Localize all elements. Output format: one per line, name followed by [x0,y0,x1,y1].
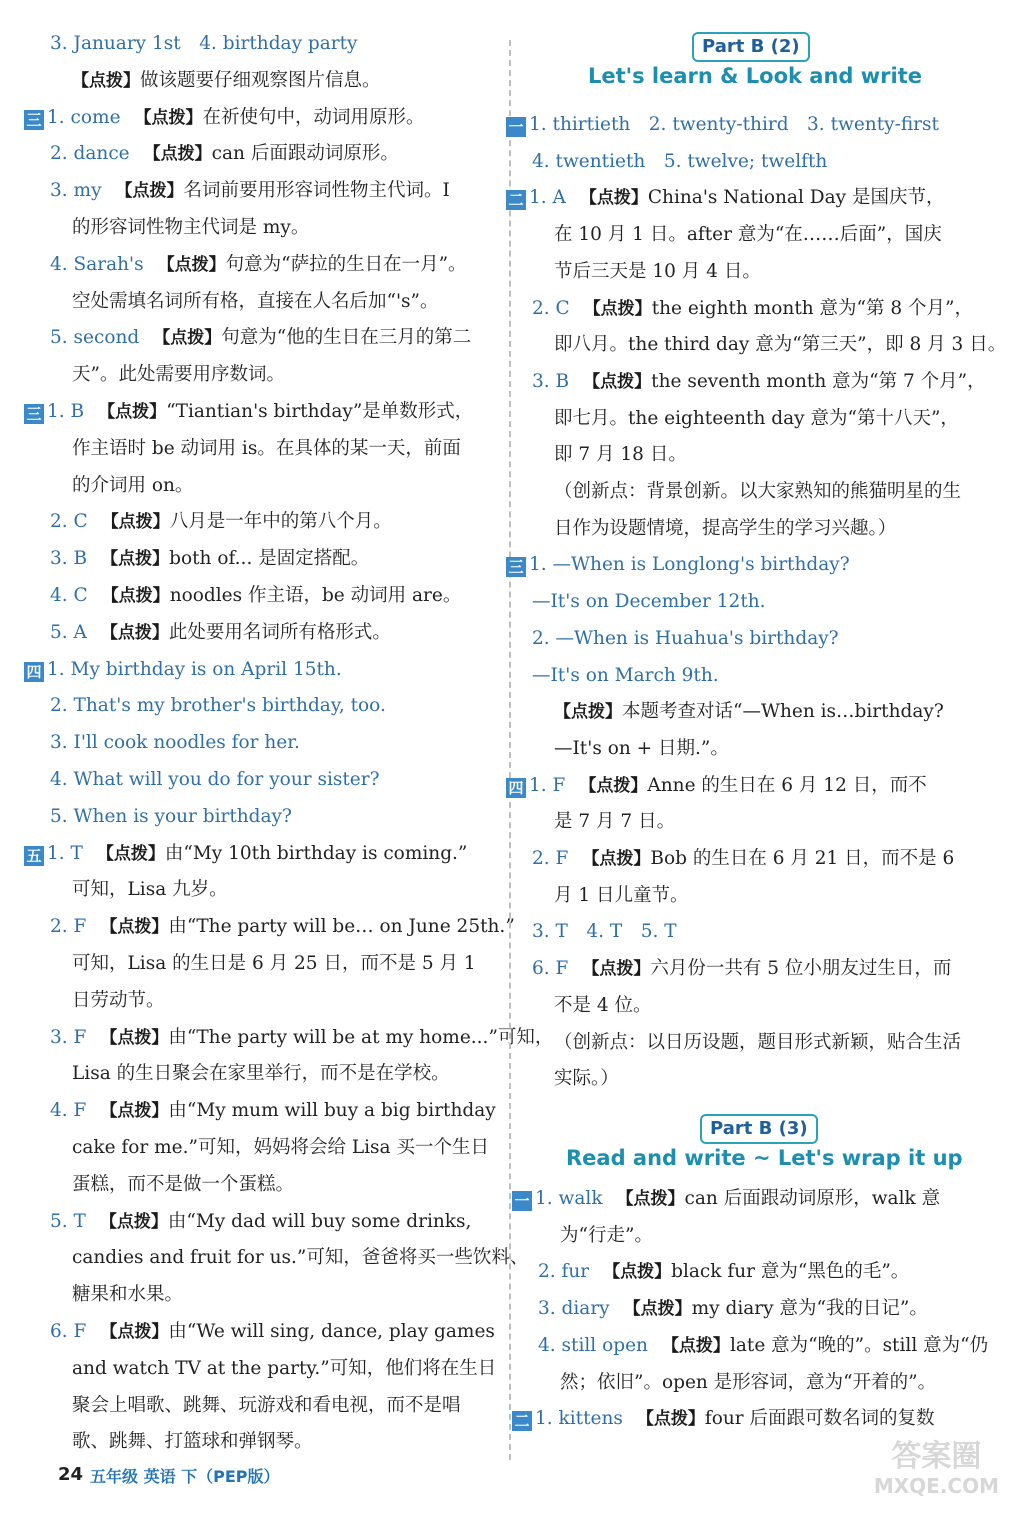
answer-line [72,289,439,315]
answer-text: 1. come [47,106,121,128]
answer-line [72,68,381,94]
explanation-text: —It's on + 日期.”。 [554,737,729,759]
answer-line [50,767,380,793]
section-marker: 四 [506,778,526,798]
answer-line [554,1066,619,1092]
answer-text: 1. F [529,774,566,796]
part-b-2-label: Part B (2) [692,32,810,62]
answer-text: 2. C [532,297,570,319]
answer-line [532,919,677,945]
explanation-text: 【点拨】the eighth month 意为“第 8 个月”， [583,297,973,319]
explanation-text: 【点拨】late 意为“晚的”。still 意为“仍 [661,1334,989,1356]
explanation-text: 【点拨】此处要用名词所有格形式。 [100,621,391,643]
book-title: 五年级 英语 下（PEP版） [90,1467,280,1486]
explanation-text: 天”。此处需要用序数词。 [72,364,285,386]
answer-line [72,1135,489,1161]
hint-tag: 【点拨】 [554,702,622,723]
answer-line [538,1333,988,1359]
answer-text: 2. F [50,916,87,938]
hint-tag: 【点拨】 [583,298,652,319]
answer-line [50,620,391,646]
explanation-text: 【点拨】noodles 作主语，be 动词用 are。 [101,585,462,606]
explanation-text: 【点拨】Anne 的生日在 6 月 12 日，而不 [579,774,927,796]
answer-text: 3. January 1st 4. birthday party [50,33,358,54]
answer-text: 5. When is your birthday? [50,805,292,827]
explanation-text: 蛋糕，而不是做一个蛋糕。 [72,1173,295,1195]
hint-tag: 【点拨】 [661,1335,730,1356]
explanation-text: 为“行走”。 [560,1224,653,1246]
hint-tag: 【点拨】 [72,70,140,91]
answer-text: 1. kittens [535,1408,623,1430]
answer-text: 3. B [50,548,88,570]
answer-line [72,1282,183,1308]
answer-text: 3. F [50,1026,87,1048]
hint-tag: 【点拨】 [96,843,165,864]
hint-tag: 【点拨】 [101,512,170,533]
answer-text: 5. T [50,1210,86,1232]
hint-tag: 【点拨】 [98,402,167,422]
answer-line [24,105,425,131]
answer-line [532,663,719,689]
section-marker: 三 [506,557,526,577]
explanation-text: candies and fruit for us.”可知，爸爸将买一些饮料、 [72,1247,529,1269]
explanation-text: 歌、跳舞、打篮球和弹钢琴。 [72,1431,313,1453]
watermark-url: MXQE.COM [873,1474,999,1498]
answer-text: 3. my [50,180,102,202]
hint-tag: 【点拨】 [100,622,169,643]
explanation-text: 的形容词性物主代词是 my。 [72,217,310,238]
explanation-text: 【点拨】由“My 10th birthday is coming.” [96,842,468,864]
answer-line [532,589,766,615]
explanation-text: 节后三天是 10 月 4 日。 [554,260,761,282]
answer-text: 1. thirtieth 2. twenty-third 3. twenty-first [529,114,939,135]
explanation-text: 【点拨】China's National Day 是国庆节， [579,187,945,209]
explanation-text: and watch TV at the party.”可知，他们将在生日 [72,1357,497,1379]
hint-tag: 【点拨】 [623,1299,692,1320]
explanation-text: Lisa 的生日聚会在家里举行，而不是在学校。 [72,1063,450,1085]
hint-tag: 【点拨】 [115,181,184,202]
explanation-text: 不是 4 位。 [554,994,652,1016]
section-marker: 一 [512,1191,532,1211]
hint-tag: 【点拨】 [100,1322,169,1342]
answer-text: 3. T 4. T 5. T [532,921,677,943]
answer-line [50,1209,471,1235]
explanation-text: 日作为设题情境，提高学生的学习兴趣。） [554,517,897,539]
explanation-text: 【点拨】four 后面跟可数名词的复数 [636,1408,935,1430]
section-marker: 四 [24,662,44,682]
explanation-text: 【点拨】名词前要用形容词性物主代词。I [115,180,450,202]
hint-tag: 【点拨】 [616,1189,685,1209]
hint-tag: 【点拨】 [134,107,203,128]
answer-line [532,626,839,652]
explanation-text: 【点拨】由“The party will be… on June 25th.” [100,916,515,938]
answer-line [50,1319,495,1345]
answer-line [560,1223,653,1249]
answer-line [554,479,961,505]
answer-line [532,369,986,395]
explanation-text: 即 7 月 18 日。 [554,444,687,466]
answer-line [50,252,467,278]
answer-line [532,296,973,322]
explanation-text: （创新点：背景创新。以大家熟知的熊猫明星的生 [554,481,962,502]
explanation-text: 日劳动节。 [72,989,165,1011]
explanation-text: 【点拨】六月份一共有 5 位小朋友过生日，而 [582,958,952,980]
answer-line [512,1406,935,1432]
explanation-text: 【点拨】black fur 意为“黑色的毛”。 [603,1261,910,1283]
explanation-text: 的介词用 on。 [72,474,194,496]
explanation-text: 【点拨】both of... 是固定搭配。 [101,548,370,570]
answer-line [50,693,386,719]
answer-line [50,325,471,351]
explanation-text: 【点拨】my diary 意为“我的日记”。 [623,1298,928,1320]
answer-text: 2. —When is Huahua's birthday? [532,627,839,649]
answer-line [72,1393,461,1419]
explanation-text: 【点拨】由“My mum will buy a big birthday [100,1100,496,1122]
answer-line [72,951,476,977]
answer-line [532,846,954,872]
answer-line [554,809,675,835]
answer-text: 4. C [50,585,88,606]
answer-text: 3. B [532,370,570,392]
answer-line [532,956,951,982]
answer-line [50,141,399,167]
answer-text: 4. F [50,1100,87,1122]
answer-text: —It's on December 12th. [532,591,766,613]
explanation-text: 聚会上唱歌、跳舞、玩游戏和看电视，而不是唱 [72,1394,461,1416]
answer-line [72,1356,496,1382]
answer-line [50,730,300,756]
section-marker: 二 [512,1411,532,1431]
answer-line [554,259,761,285]
explanation-text: 然；依旧”。open 是形容词，意为“开着的”。 [560,1371,937,1393]
answer-line [72,877,228,903]
answer-line [506,773,927,799]
answer-line [50,31,358,57]
answer-text: 2. C [50,511,88,533]
answer-line [50,914,515,940]
section-marker: 一 [506,117,526,137]
answer-line [50,546,369,572]
explanation-text: 【点拨】由“The party will be at my home...”可知， [100,1026,554,1048]
hint-tag: 【点拨】 [583,371,652,392]
answer-line [72,1172,294,1198]
explanation-text: cake for me.”可知，妈妈将会给 Lisa 买一个生日 [72,1137,489,1158]
explanation-text: 【点拨】做该题要仔细观察图片信息。 [72,69,381,91]
hint-tag: 【点拨】 [101,549,170,570]
answer-line [24,399,473,425]
answer-line [72,988,165,1014]
hint-tag: 【点拨】 [99,1211,168,1232]
answer-line [554,699,944,725]
answer-text: 1. A [529,187,566,209]
explanation-text: 是 7 月 7 日。 [554,811,676,833]
explanation-text: 【点拨】can 后面跟动词原形，walk 意 [616,1188,941,1209]
explanation-text: 【点拨】the seventh month 意为“第 7 个月”， [583,370,986,392]
answer-line [72,1429,313,1455]
explanation-text: 【点拨】can 后面跟动词原形。 [143,143,399,165]
explanation-text: 可知，Lisa 九岁。 [72,879,228,901]
answer-line [50,178,450,204]
answer-line [554,222,942,248]
answer-text: 2. F [532,848,569,869]
answer-text: 2. dance [50,143,130,165]
answer-line [72,473,193,499]
watermark [874,1440,999,1498]
explanation-text: 实际。） [554,1068,619,1090]
answer-line [72,362,285,388]
answer-line [554,442,687,468]
answer-line [72,436,461,462]
answer-text: 4. still open [538,1334,648,1356]
answer-line [560,1370,936,1396]
explanation-text: 【点拨】Bob 的生日在 6 月 21 日，而不是 6 [582,848,955,869]
hint-tag: 【点拨】 [101,586,170,606]
explanation-text: 【点拨】由“My dad will buy some drinks, [99,1210,472,1232]
answer-line [506,552,850,578]
part-b-3-label: Part B (3) [700,1114,818,1144]
answer-line [72,1061,450,1087]
explanation-text: 月 1 日儿童节。 [554,884,689,906]
answer-text: 4. What will you do for your sister? [50,769,380,790]
section-marker: 二 [506,190,526,210]
explanation-text: 可知，Lisa 的生日是 6 月 25 日，而不是 5 月 1 [72,953,476,974]
answer-line [554,736,729,762]
answer-line [50,509,392,535]
answer-text: 6. F [50,1321,87,1342]
part-b-3-title: Read and write ~ Let's wrap it up [566,1146,963,1170]
explanation-text: 【点拨】句意为“萨拉的生日在一月”。 [157,253,467,275]
page-number: 24 [58,1464,84,1485]
answer-line [554,406,959,432]
explanation-text: 【点拨】在祈使句中，动词用原形。 [134,106,425,128]
hint-tag: 【点拨】 [153,328,222,349]
answer-line [506,185,944,211]
answer-line [50,804,292,830]
explanation-text: 即七月。the eighteenth day 意为“第十八天”， [554,407,959,429]
part-b-2-title: Let's learn & Look and write [588,64,922,88]
answer-line [50,583,461,609]
hint-tag: 【点拨】 [582,959,651,980]
answer-text: 1. B [47,401,85,422]
hint-tag: 【点拨】 [579,188,648,209]
explanation-text: 【点拨】八月是一年中的第八个月。 [101,511,392,533]
explanation-text: 【点拨】“Tiantian's birthday”是单数形式， [98,401,474,422]
answer-text: 4. twentieth 5. twelve; twelfth [532,150,828,172]
answer-line [538,1296,928,1322]
answer-text: 1. walk [535,1188,603,1209]
explanation-text: 空处需填名词所有格，直接在人名后加“'s”。 [72,290,439,312]
answer-text: 3. diary [538,1298,610,1320]
answer-line [24,841,467,867]
explanation-text: 【点拨】由“We will sing, dance, play games [100,1321,495,1342]
answer-line [554,516,896,542]
hint-tag: 【点拨】 [636,1409,705,1430]
explanation-text: 即八月。the third day 意为“第三天”，即 8 月 3 日。 [554,334,1007,356]
answer-line [532,149,827,175]
answer-text: 2. That's my brother's birthday, too. [50,695,386,717]
hint-tag: 【点拨】 [100,1101,169,1122]
answer-line [512,1186,940,1212]
section-marker: 三 [24,110,44,130]
answer-line [554,1030,961,1056]
explanation-text: 【点拨】本题考查对话“—When is…birthday? [554,701,944,723]
hint-tag: 【点拨】 [143,144,212,165]
hint-tag: 【点拨】 [603,1262,672,1283]
hint-tag: 【点拨】 [157,254,226,275]
answer-text: 4. Sarah's [50,253,144,275]
hint-tag: 【点拨】 [100,1027,169,1048]
answer-text: 5. A [50,621,87,643]
answer-line [554,332,1006,358]
answer-text: 3. I'll cook noodles for her. [50,732,300,754]
hint-tag: 【点拨】 [582,849,651,869]
column-divider [509,40,511,1460]
section-marker: 三 [24,404,44,424]
explanation-text: 【点拨】句意为“他的生日在三月的第二 [153,327,472,349]
answer-text: 6. F [532,958,569,980]
hint-tag: 【点拨】 [100,917,169,938]
answer-text: 2. fur [538,1261,590,1283]
explanation-text: 作主语时 be 动词用 is。在具体的某一天，前面 [72,437,461,459]
watermark-logo: 答案圈 [891,1439,982,1474]
explanation-text: 在 10 月 1 日。after 意为“在……后面”，国庆 [554,224,942,246]
section-marker: 五 [24,846,44,866]
answer-line [538,1259,909,1285]
answer-text: 1. My birthday is on April 15th. [47,658,342,680]
explanation-text: （创新点：以日历设题，题目形式新颖，贴合生活 [554,1031,962,1053]
answer-line [554,993,652,1019]
answer-text: 1. T [47,842,83,864]
answer-line [50,1098,496,1124]
hint-tag: 【点拨】 [579,775,648,796]
answer-line [72,215,309,241]
answer-line [554,883,689,909]
answer-line [72,1245,528,1271]
answer-text: 5. second [50,327,140,349]
explanation-text: 糖果和水果。 [72,1284,184,1306]
answer-line [24,657,342,683]
answer-line [506,112,939,138]
answer-line [50,1025,553,1051]
answer-text: 1. —When is Longlong's birthday? [529,554,850,576]
answer-text: —It's on March 9th. [532,664,719,686]
